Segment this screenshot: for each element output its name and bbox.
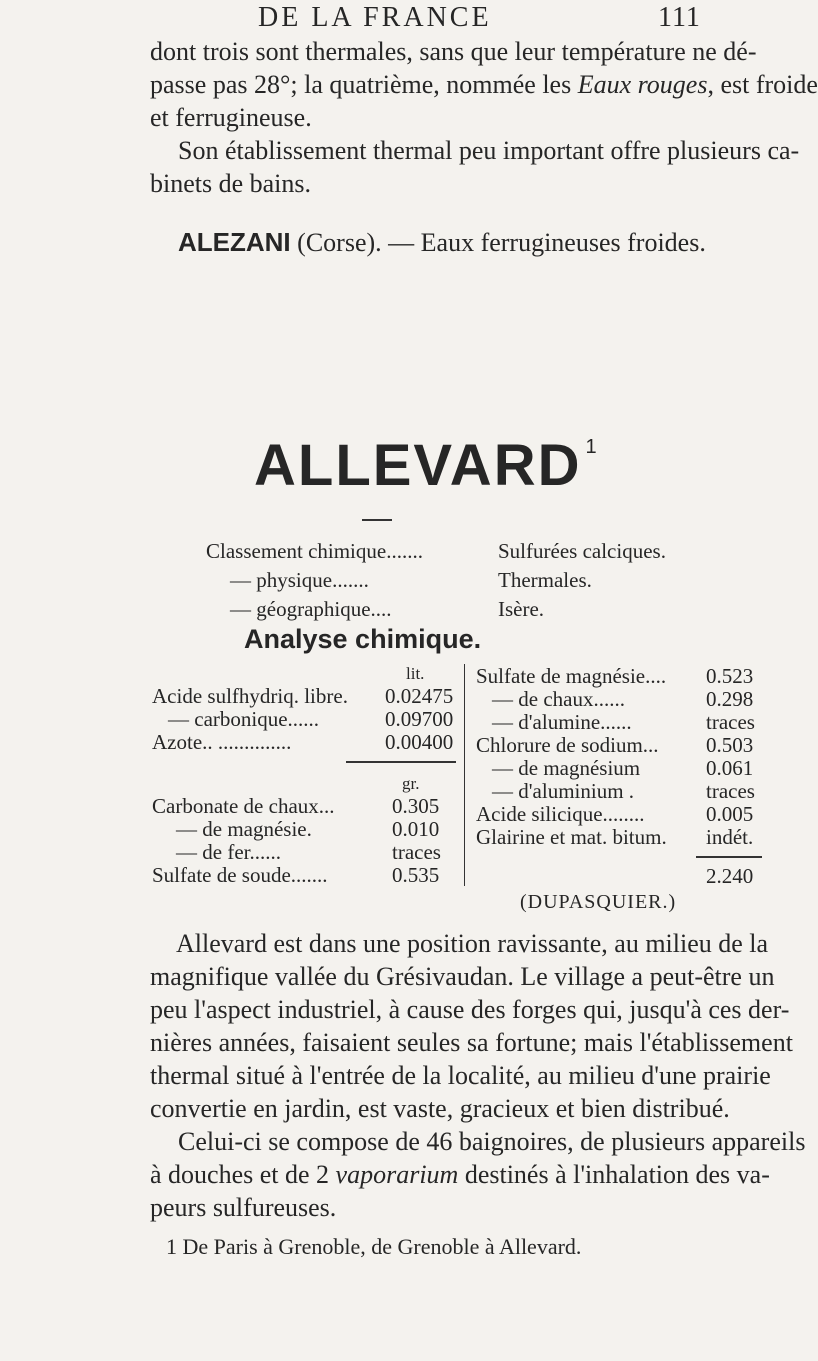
left-row-7-name: Sulfate de soude....... xyxy=(152,863,328,887)
footnote-text: De Paris à Grenoble, de Grenoble à Allevard. xyxy=(182,1234,582,1259)
total-rule xyxy=(696,856,762,858)
running-title: DE LA FRANCE xyxy=(258,2,492,33)
body-line-6: convertie en jardin, est vaste, gracieux et bien distribué. xyxy=(150,1094,730,1123)
right-row-4-value: 0.503 xyxy=(706,733,754,757)
classement-value-3: Isère. xyxy=(498,597,545,621)
footnote xyxy=(166,1234,581,1260)
right-row-4-name: Chlorure de sodium... xyxy=(476,733,659,757)
left-row-5-value: 0.010 xyxy=(392,817,440,841)
body-line-5: thermal situé à l'entrée de la localité, au milieu d'une prairie xyxy=(150,1061,771,1090)
right-row-3-name: — d'alumine...... xyxy=(492,710,632,734)
classement-label-2: — physique....... xyxy=(230,568,369,592)
intro-line-1: dont trois sont thermales, sans que leur température ne dé- xyxy=(150,37,757,66)
footnote-mark: 1 xyxy=(166,1234,177,1259)
left-row-4-name: Carbonate de chaux... xyxy=(152,794,335,818)
left-row-2-value: 0.09700 xyxy=(385,707,454,731)
right-row-1-name: Sulfate de magnésie.... xyxy=(476,664,667,688)
body-line-4: nières années, faisaient seules sa fortune; mais l'établissement xyxy=(150,1028,793,1057)
analysis-total: 2.240 xyxy=(706,864,754,888)
classement-value-1: Sulfurées calciques. xyxy=(498,539,666,563)
right-row-2-value: 0.298 xyxy=(706,687,754,711)
unit-grams: gr. xyxy=(402,774,420,793)
right-row-2-name: — de chaux...... xyxy=(492,687,625,711)
right-row-1-value: 0.523 xyxy=(706,664,754,688)
left-column-rule xyxy=(346,761,456,763)
analysis-title: Analyse chimique. xyxy=(244,624,482,654)
classement-label-1: Classement chimique....... xyxy=(206,539,423,563)
body-line-1: Allevard est dans une position ravissante, au milieu de la xyxy=(176,929,769,958)
left-row-1-value: 0.02475 xyxy=(385,684,454,708)
column-divider xyxy=(464,664,465,886)
right-row-6-value: traces xyxy=(706,779,755,803)
left-row-6-name: — de fer...... xyxy=(176,840,281,864)
title-rule xyxy=(362,519,392,521)
body-line-8: à douches et de 2 vaporarium destinés à l'inhalation des va- xyxy=(150,1160,770,1189)
intro-line-4: Son établissement thermal peu important offre plusieurs ca- xyxy=(178,136,800,165)
alezani-entry: ALEZANI (Corse). — Eaux ferrugineuses froides. xyxy=(178,227,706,257)
left-row-6-value: traces xyxy=(392,840,441,864)
body-line-7: Celui-ci se compose de 46 baignoires, de plusieurs appareils xyxy=(178,1127,806,1156)
right-row-5-value: 0.061 xyxy=(706,756,754,780)
classement-value-2: Thermales. xyxy=(498,568,592,592)
unit-liters: lit. xyxy=(406,664,425,683)
intro-line-5: binets de bains. xyxy=(150,169,312,198)
left-row-1-name: Acide sulfhydriq. libre. xyxy=(152,684,348,708)
title-footnote-mark: 1 xyxy=(585,436,599,458)
right-row-5-name: — de magnésium xyxy=(492,756,641,780)
intro-line-3: et ferrugineuse. xyxy=(150,103,312,132)
right-row-3-value: traces xyxy=(706,710,755,734)
analysis-author: (DUPASQUIER.) xyxy=(520,891,677,913)
left-row-2-name: — carbonique...... xyxy=(168,707,320,731)
left-row-5-name: — de magnésie. xyxy=(176,817,312,841)
right-row-8-name: Glairine et mat. bitum. xyxy=(476,825,667,849)
right-row-7-name: Acide silicique........ xyxy=(476,802,645,826)
body-line-9: peurs sulfureuses. xyxy=(150,1193,337,1222)
intro-line-2: passe pas 28°; la quatrième, nommée les Eaux rouges, est froide xyxy=(150,70,818,99)
alezani-name: ALEZANI xyxy=(178,227,291,257)
left-row-4-value: 0.305 xyxy=(392,794,440,818)
classement-label-3: — géographique.... xyxy=(230,597,392,621)
right-row-8-value: indét. xyxy=(706,825,754,849)
left-row-3-name: Azote.. .............. xyxy=(152,730,292,754)
right-row-7-value: 0.005 xyxy=(706,802,754,826)
body-line-2: magnifique vallée du Grésivaudan. Le village a peut-être un xyxy=(150,962,775,991)
left-row-3-value: 0.00400 xyxy=(385,730,454,754)
body-line-3: peu l'aspect industriel, à cause des forges qui, jusqu'à ces der- xyxy=(150,995,790,1024)
right-row-6-name: — d'aluminium . xyxy=(492,779,635,803)
page-number: 111 xyxy=(658,2,701,33)
left-row-7-value: 0.535 xyxy=(392,863,440,887)
allevard-title: ALLEVARD $^1$ xyxy=(254,433,599,498)
